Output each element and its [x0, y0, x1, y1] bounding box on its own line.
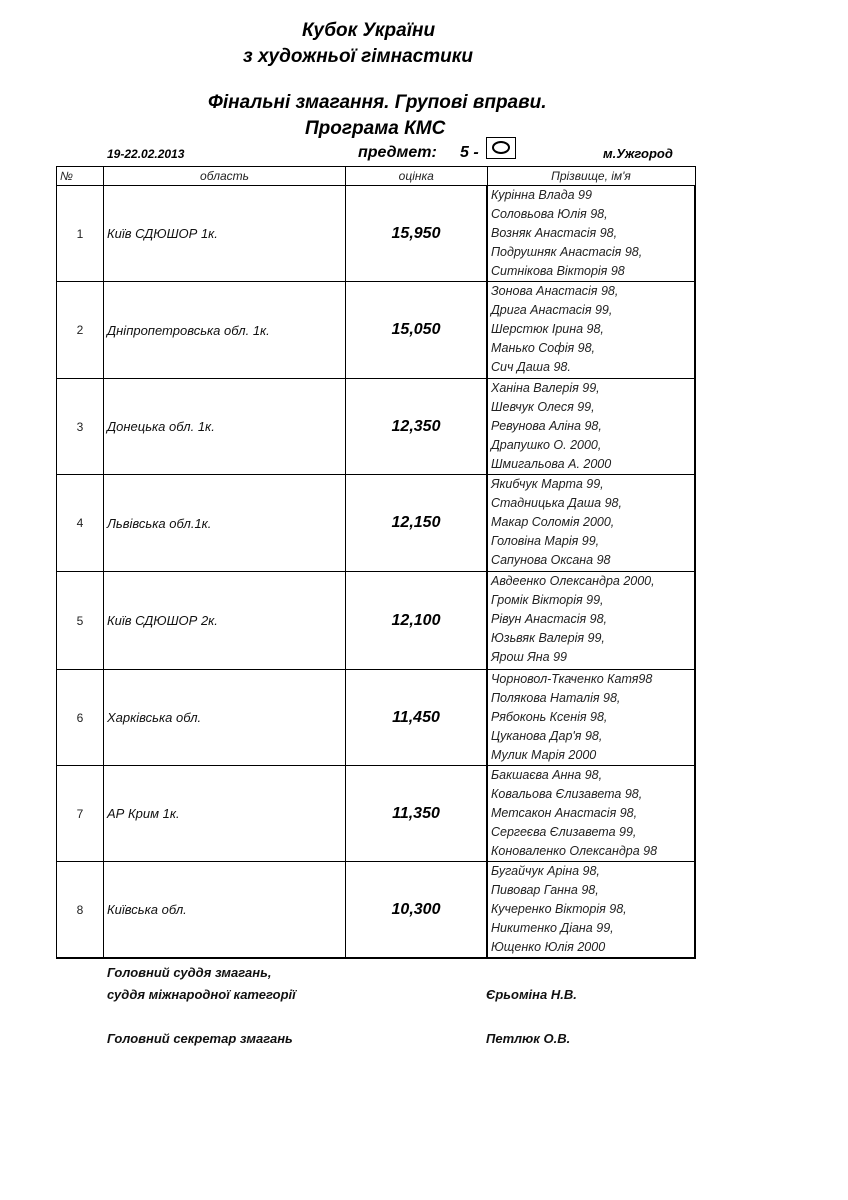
athlete-name: Головіна Марія 99, — [491, 534, 600, 548]
row-region: Київ СДЮШОР 1к. — [104, 186, 346, 282]
chief-judge-title: Головний суддя змагань, — [107, 965, 272, 980]
athlete-name: Манько Софія 98, — [491, 341, 596, 355]
row-number: 8 — [57, 862, 104, 959]
athlete-name: Ковальова Єлизавета 98, — [491, 787, 643, 801]
row-region: Львівська обл.1к. — [104, 475, 346, 572]
title-line-2: з художньої гімнастики — [243, 46, 473, 67]
chief-judge-category: суддя міжнародної категорії — [107, 987, 296, 1002]
row-region: Київська обл. — [104, 862, 346, 959]
row-score: 11,450 — [346, 670, 488, 766]
chief-judge-name: Єрьоміна Н.В. — [486, 987, 577, 1002]
athlete-name: Шмигальова А. 2000 — [491, 457, 612, 471]
athlete-name: Шевчук Олеся 99, — [491, 400, 595, 414]
row-number: 4 — [57, 475, 104, 572]
athlete-name: Драпушко О. 2000, — [491, 438, 602, 452]
row-athletes — [487, 766, 695, 862]
athlete-name: Ситнікова Вікторія 98 — [491, 264, 625, 278]
athlete-name: Ярош Яна 99 — [491, 650, 568, 664]
column-header-names: Прізвище, ім'я — [487, 167, 695, 186]
row-number: 7 — [57, 766, 104, 862]
row-athletes — [487, 572, 695, 670]
athlete-name: Кучеренко Вікторія 98, — [491, 902, 627, 916]
title-line-1: Кубок України — [302, 20, 436, 41]
athlete-name: Бакшаєва Анна 98, — [491, 768, 603, 782]
athlete-name: Пивовар Ганна 98, — [491, 883, 599, 897]
table-row — [57, 282, 696, 379]
athlete-name: Возняк Анастасія 98, — [491, 226, 618, 240]
athlete-name: Ющенко Юлія 2000 — [491, 940, 606, 954]
row-athletes — [487, 282, 695, 379]
athlete-name: Авдеенко Олександра 2000, — [491, 574, 655, 588]
athlete-name: Соловьова Юлія 98, — [491, 207, 608, 221]
row-region: Київ СДЮШОР 2к. — [104, 572, 346, 670]
athlete-name: Сич Даша 98. — [491, 360, 571, 374]
athlete-name: Курінна Влада 99 — [491, 188, 592, 202]
table-row — [57, 670, 696, 766]
athlete-name: Юзьвяк Валерія 99, — [491, 631, 605, 645]
athlete-name: Шерстюк Ірина 98, — [491, 322, 604, 336]
row-number: 3 — [57, 379, 104, 475]
athlete-name: Ревунова Аліна 98, — [491, 419, 602, 433]
athlete-name: Зонова Анастасія 98, — [491, 284, 619, 298]
row-number: 1 — [57, 186, 104, 282]
chief-secretary-title: Головний секретар змагань — [107, 1031, 293, 1046]
row-number: 5 — [57, 572, 104, 670]
column-header-region: область — [104, 167, 346, 186]
hoop-icon — [486, 137, 516, 159]
subtitle-line-1: Фінальні змагання. Групові вправи. — [208, 92, 547, 113]
athlete-name: Бугайчук Аріна 98, — [491, 864, 600, 878]
row-athletes — [487, 186, 695, 282]
row-score: 10,300 — [346, 862, 488, 959]
athlete-name: Макар Соломія 2000, — [491, 515, 615, 529]
athlete-name: Цуканова Дар'я 98, — [491, 729, 603, 743]
chief-secretary-name: Петлюк О.В. — [486, 1031, 571, 1046]
athlete-name: Якибчук Марта 99, — [491, 477, 604, 491]
subject-number: 5 - — [460, 144, 479, 161]
table-row — [57, 475, 696, 572]
row-region: Донецька обл. 1к. — [104, 379, 346, 475]
athlete-name: Дрига Анастасія 99, — [491, 303, 613, 317]
row-number: 6 — [57, 670, 104, 766]
row-number: 2 — [57, 282, 104, 379]
row-score: 15,050 — [346, 282, 488, 379]
column-header-score: оцінка — [346, 167, 488, 186]
athlete-name: Сапунова Оксана 98 — [491, 553, 611, 567]
table-row — [57, 572, 696, 670]
row-score: 11,350 — [346, 766, 488, 862]
row-score: 12,150 — [346, 475, 488, 572]
athlete-name: Ханіна Валерія 99, — [491, 381, 600, 395]
row-athletes — [487, 475, 695, 572]
athlete-name: Громік Вікторія 99, — [491, 593, 604, 607]
athlete-name: Коноваленко Олександра 98 — [491, 844, 658, 858]
row-region: Харківська обл. — [104, 670, 346, 766]
table-header-row — [57, 167, 696, 186]
row-athletes — [487, 379, 695, 475]
row-score: 15,950 — [346, 186, 488, 282]
event-city: м.Ужгород — [603, 146, 673, 161]
table-row — [57, 379, 696, 475]
subject-label: предмет: — [358, 144, 437, 161]
row-score: 12,100 — [346, 572, 488, 670]
table-row — [57, 766, 696, 862]
column-header-number: № — [57, 167, 104, 186]
row-region: Дніпропетровська обл. 1к. — [104, 282, 346, 379]
athlete-name: Мулик Марія 2000 — [491, 748, 597, 762]
athlete-name: Сергеєва Єлизавета 99, — [491, 825, 637, 839]
athlete-name: Чорновол-Ткаченко Катя98 — [491, 672, 653, 686]
athlete-name: Рябоконь Ксенія 98, — [491, 710, 608, 724]
table-row — [57, 862, 696, 959]
athlete-name: Метсакон Анастасія 98, — [491, 806, 638, 820]
athlete-name: Подрушняк Анастасія 98, — [491, 245, 643, 259]
athlete-name: Никитенко Діана 99, — [491, 921, 614, 935]
subtitle-line-2: Програма КМС — [305, 118, 446, 139]
row-athletes — [487, 670, 695, 766]
row-athletes — [487, 862, 695, 959]
results-table — [56, 166, 696, 959]
table-row — [57, 186, 696, 282]
row-score: 12,350 — [346, 379, 488, 475]
athlete-name: Стадницька Даша 98, — [491, 496, 622, 510]
row-region: АР Крим 1к. — [104, 766, 346, 862]
event-date: 19-22.02.2013 — [107, 147, 185, 161]
athlete-name: Полякова Наталія 98, — [491, 691, 621, 705]
athlete-name: Рівун Анастасія 98, — [491, 612, 608, 626]
